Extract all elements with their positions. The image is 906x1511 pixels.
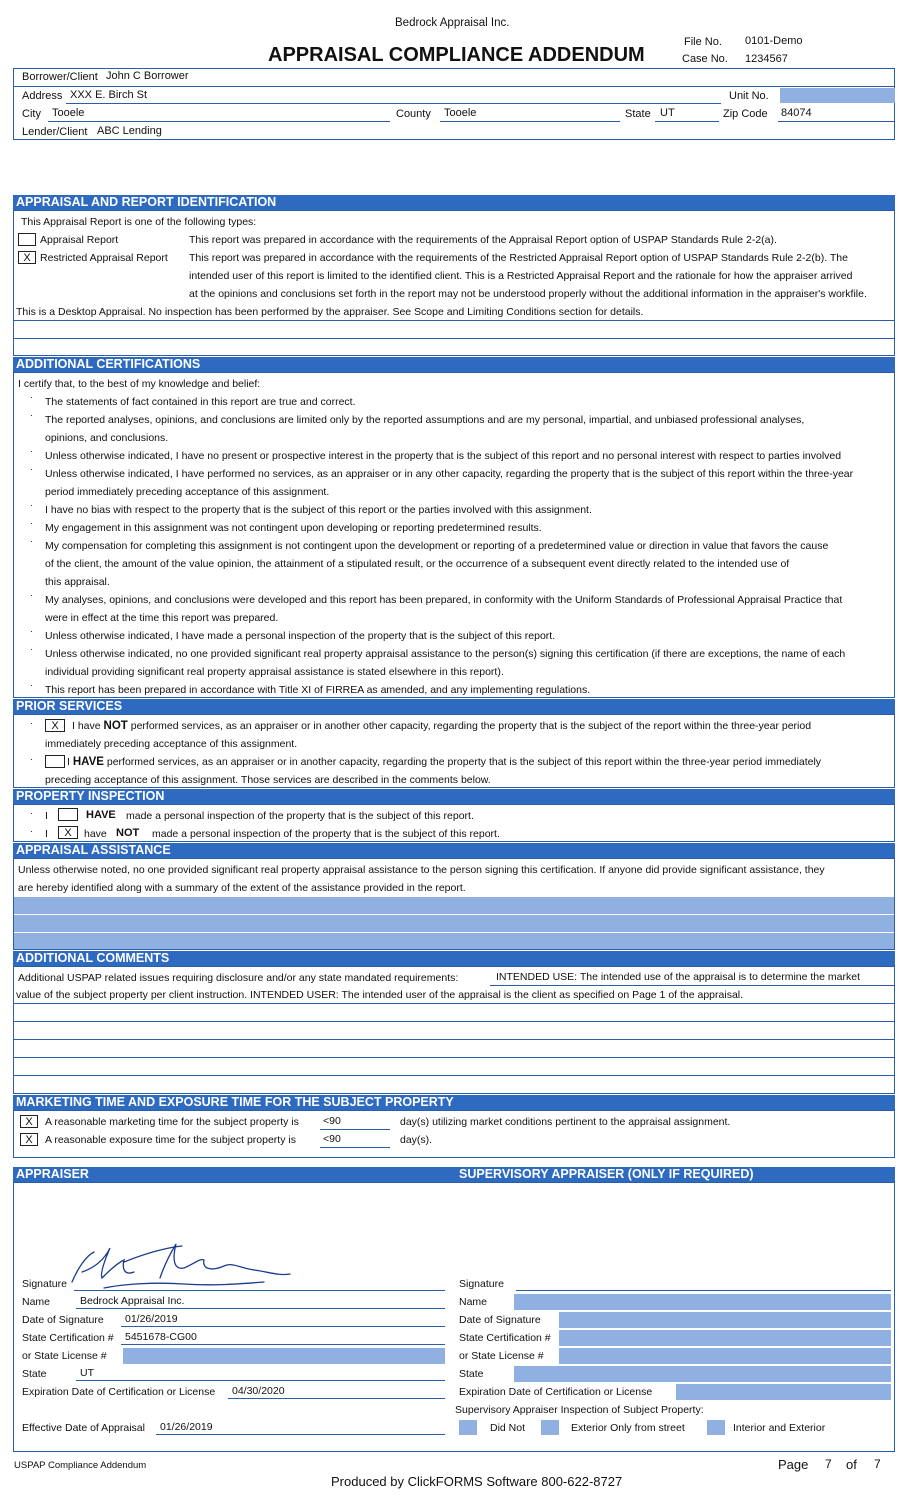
certification-line: My compensation for completing this assignment is not contingent upon the development or reporting of a predetermined value or direction in value that favors the cause xyxy=(45,540,829,552)
section-inspection: PROPERTY INSPECTION xyxy=(13,789,895,804)
supervisor-cert-field[interactable] xyxy=(559,1330,891,1346)
certification-line: My analyses, opinions, and conclusions were developed and this report has been prepared, in conformity with the Uniform Standards of Professional Appraisal Practice that xyxy=(45,594,843,606)
appraiser-effective-label: Effective Date of Appraisal xyxy=(22,1422,145,1434)
county-label: County xyxy=(396,108,431,120)
file-no-label: File No. xyxy=(684,36,722,48)
certification-line: The statements of fact contained in this report are true and correct. xyxy=(45,396,356,408)
appraiser-license-field[interactable] xyxy=(123,1348,445,1364)
city-field[interactable]: Tooele xyxy=(52,107,85,119)
bullet: · xyxy=(30,446,33,456)
certifications-intro: I certify that, to the best of my knowledge and belief: xyxy=(18,378,261,390)
section-comments: ADDITIONAL COMMENTS xyxy=(13,951,895,966)
inspection-have-checkbox[interactable] xyxy=(58,808,78,821)
bullet: · xyxy=(30,826,33,836)
divider xyxy=(13,1057,895,1058)
lender-field[interactable]: ABC Lending xyxy=(97,125,162,137)
bullet: · xyxy=(30,392,33,402)
borrower-field[interactable]: John C Borrower xyxy=(106,70,189,82)
section-marketing: MARKETING TIME AND EXPOSURE TIME FOR THE SUBJECT PROPERTY xyxy=(13,1095,895,1110)
comments-underline xyxy=(490,985,895,986)
bullet: · xyxy=(30,410,33,420)
unit-label: Unit No. xyxy=(729,90,769,102)
restricted-text-1: This report was prepared in accordance with the requirements of the Restricted Appraisal Report option of USPAP Standards Rule 2-2(b). The xyxy=(189,252,848,264)
appraiser-effective-underline xyxy=(156,1434,445,1435)
section-prior-services: PRIOR SERVICES xyxy=(13,699,895,714)
page-label: Page xyxy=(778,1457,809,1472)
marketing-underline xyxy=(320,1129,390,1130)
county-field[interactable]: Tooele xyxy=(444,107,477,119)
exposure-checkbox[interactable]: X xyxy=(20,1133,38,1146)
inspection-not-checkbox[interactable]: X xyxy=(58,826,78,839)
appraiser-date-label: Date of Signature xyxy=(22,1314,104,1326)
appraiser-signature-label: Signature xyxy=(22,1278,67,1290)
appraiser-expiration-field[interactable]: 04/30/2020 xyxy=(232,1385,285,1397)
exposure-underline xyxy=(320,1147,390,1148)
prior-have-pre: I xyxy=(67,756,73,768)
appraiser-state-label: State xyxy=(22,1368,47,1380)
bullet: · xyxy=(30,518,33,528)
appraisal-report-text: This report was prepared in accordance with the requirements of the Appraisal Report option of USPAP Standards Rule 2-2(a). xyxy=(189,234,777,246)
desktop-note[interactable]: This is a Desktop Appraisal. No inspection has been performed by the appraiser. See Scope and Limiting Conditions section for details. xyxy=(16,306,644,318)
supervisor-cert-label: State Certification # xyxy=(459,1332,551,1344)
appraiser-heading: APPRAISER xyxy=(16,1167,89,1181)
appraiser-cert-underline xyxy=(121,1344,445,1345)
assistance-text-2: are hereby identified along with a summary of the extent of the assistance provided in the report. xyxy=(18,882,466,894)
certification-line: Unless otherwise indicated, I have no present or prospective interest in the property that is the subject of this report and no personal interest with respect to parties involved xyxy=(45,450,842,462)
produced-by: Produced by ClickFORMS Software 800-622-8727 xyxy=(331,1474,623,1489)
company-name: Bedrock Appraisal Inc. xyxy=(395,17,510,29)
certification-line: were in effect at the time this report was prepared. xyxy=(45,612,279,624)
certification-line: this appraisal. xyxy=(45,576,110,588)
marketing-suffix: day(s) utilizing market conditions pertinent to the appraisal assignment. xyxy=(400,1116,731,1128)
appraiser-date-field[interactable]: 01/26/2019 xyxy=(125,1313,178,1325)
supervisor-state-label: State xyxy=(459,1368,484,1380)
comments-text-2[interactable]: value of the subject property per client instruction. INTENDED USER: The intended user of the appraisal is the client as specified on Page 1 of the appraisal. xyxy=(16,989,744,1001)
inspection-i: I xyxy=(45,828,48,840)
bullet: · xyxy=(30,626,33,636)
supervisor-license-field[interactable] xyxy=(559,1348,891,1364)
supervisor-state-field[interactable] xyxy=(514,1366,891,1382)
county-underline xyxy=(440,121,620,122)
inspection-not-text: made a personal inspection of the property that is the subject of this report. xyxy=(152,828,500,840)
divider xyxy=(13,320,895,321)
prior-have-checkbox[interactable] xyxy=(45,755,65,768)
inspection-have-word: have xyxy=(84,828,107,840)
appraiser-name-label: Name xyxy=(22,1296,51,1308)
prior-not-pre: I have xyxy=(72,720,104,732)
prior-not-checkbox[interactable]: X xyxy=(45,719,65,732)
exposure-value[interactable]: <90 xyxy=(323,1133,341,1145)
appraiser-expiration-underline xyxy=(228,1398,445,1399)
appraiser-state-field[interactable]: UT xyxy=(80,1367,94,1379)
exposure-suffix: day(s). xyxy=(400,1134,433,1146)
appraiser-cert-label: State Certification # xyxy=(22,1332,114,1344)
address-underline xyxy=(66,103,721,104)
assistance-field[interactable] xyxy=(14,915,894,932)
unit-field[interactable] xyxy=(780,88,895,103)
bullet: · xyxy=(30,680,33,690)
assistance-field[interactable] xyxy=(14,897,894,914)
supervisor-signature-label: Signature xyxy=(459,1278,504,1290)
certification-line: individual providing significant real property appraisal assistance is stated elsewhere in this report). xyxy=(45,666,504,678)
certification-line: Unless otherwise indicated, I have made a personal inspection of the property that is the subject of this report. xyxy=(45,630,556,642)
certification-line: My engagement in this assignment was not contingent upon developing or reporting predetermined results. xyxy=(45,522,542,534)
prior-have-bold: HAVE xyxy=(72,756,104,768)
certification-line: period immediately preceding acceptance of this assignment. xyxy=(45,486,330,498)
city-underline xyxy=(48,121,390,122)
page-number: 7 xyxy=(825,1457,832,1471)
prior-not-text-2: immediately preceding acceptance of this assignment. xyxy=(45,738,298,750)
appraiser-license-label: or State License # xyxy=(22,1350,107,1362)
supervisor-heading: SUPERVISORY APPRAISER (ONLY IF REQUIRED) xyxy=(459,1167,754,1181)
signature-image xyxy=(64,1238,294,1294)
section-certifications: ADDITIONAL CERTIFICATIONS xyxy=(13,357,895,372)
address-label: Address xyxy=(22,90,63,102)
assistance-text-1: Unless otherwise noted, no one provided significant real property appraisal assistance to the person signing this certification. If anyone did provide significant assistance, they xyxy=(18,864,825,876)
comments-text-1[interactable]: INTENDED USE: The intended use of the appraisal is to determine the market xyxy=(496,971,860,983)
prior-have-text-2: preceding acceptance of this assignment. Those services are described in the comments below. xyxy=(45,774,491,786)
bullet: · xyxy=(30,590,33,600)
appraiser-expiration-label: Expiration Date of Certification or License xyxy=(22,1386,216,1398)
supervisor-inspection-label: Supervisory Appraiser Inspection of Subject Property: xyxy=(455,1404,704,1416)
divider xyxy=(13,1075,895,1076)
zip-field[interactable]: 84074 xyxy=(781,107,812,119)
zip-label: Zip Code xyxy=(723,108,768,120)
restricted-report-checkbox[interactable]: X xyxy=(18,251,36,264)
divider xyxy=(13,1039,895,1040)
bullet: · xyxy=(30,718,33,728)
address-field[interactable]: XXX E. Birch St xyxy=(70,89,148,101)
supervisor-expiration-field[interactable] xyxy=(676,1384,891,1400)
certification-line: I have no bias with respect to the property that is the subject of this report or the parties involved with this assignment. xyxy=(45,504,592,516)
state-label: State xyxy=(625,108,651,120)
section-identification: APPRAISAL AND REPORT IDENTIFICATION xyxy=(13,195,895,210)
bullet: · xyxy=(30,536,33,546)
appraisal-report-label: Appraisal Report xyxy=(40,234,119,246)
bullet: · xyxy=(30,464,33,474)
did-not-label: Did Not xyxy=(490,1422,526,1434)
form-name: USPAP Compliance Addendum xyxy=(14,1460,147,1471)
identification-frame xyxy=(13,210,895,356)
certification-line: The reported analyses, opinions, and conclusions are limited only by the reported assumptions and are my personal, impartial, and unbiased professional analyses, xyxy=(45,414,805,426)
supervisor-license-label: or State License # xyxy=(459,1350,544,1362)
certification-line: Unless otherwise indicated, no one provided significant real property appraisal assistance to the person(s) signing this certification (if there are exceptions, the name of each xyxy=(45,648,846,660)
certification-line: This report has been prepared in accordance with Title XI of FIRREA as amended, and any implementing regulations. xyxy=(45,684,591,696)
certification-line: opinions, and conclusions. xyxy=(45,432,169,444)
appraisal-report-checkbox[interactable] xyxy=(18,233,36,246)
supervisor-name-field[interactable] xyxy=(514,1294,891,1310)
exterior-only-checkbox[interactable] xyxy=(541,1420,559,1435)
marketing-value[interactable]: <90 xyxy=(323,1115,341,1127)
exposure-label: A reasonable exposure time for the subject property is xyxy=(45,1134,296,1146)
appraiser-effective-field[interactable]: 01/26/2019 xyxy=(160,1421,213,1433)
of-label: of xyxy=(846,1457,857,1472)
file-no-value[interactable]: 0101-Demo xyxy=(745,35,803,47)
prior-not-text-1 xyxy=(72,720,811,732)
divider xyxy=(13,86,895,87)
supervisor-signature-line[interactable] xyxy=(516,1290,891,1291)
appraiser-signature-line[interactable] xyxy=(74,1290,445,1291)
divider xyxy=(13,1003,895,1004)
supervisor-name-label: Name xyxy=(459,1296,488,1308)
city-label: City xyxy=(22,108,41,120)
exterior-only-label: Exterior Only from street xyxy=(571,1422,685,1434)
appraiser-name-field[interactable]: Bedrock Appraisal Inc. xyxy=(80,1295,185,1307)
section-signatures xyxy=(13,1167,895,1182)
zip-underline xyxy=(778,121,895,122)
case-no-label: Case No. xyxy=(682,53,728,65)
certification-line: Unless otherwise indicated, I have performed no services, as an appraiser or in any other capacity, regarding the property that is the subject of this report within the three-year xyxy=(45,468,854,480)
page-title: APPRAISAL COMPLIANCE ADDENDUM xyxy=(268,44,645,66)
appraiser-cert-field[interactable]: 5451678-CG00 xyxy=(125,1331,197,1343)
inspection-have-text: made a personal inspection of the property that is the subject of this report. xyxy=(126,810,474,822)
identification-intro: This Appraisal Report is one of the following types: xyxy=(21,216,257,228)
assistance-field[interactable] xyxy=(14,933,894,949)
page-total: 7 xyxy=(874,1457,881,1471)
state-underline xyxy=(655,121,719,122)
inspection-not-bold: NOT xyxy=(116,827,140,839)
marketing-checkbox[interactable]: X xyxy=(20,1115,38,1128)
prior-have-rest: performed services, as an appraiser or in another capacity, regarding the property that is the subject of this report within the three-year period immediately xyxy=(103,756,822,768)
certification-line: of the client, the amount of the value opinion, the attainment of a stipulated result, or the occurrence of a subsequent event directly related to the intended use of xyxy=(45,558,790,570)
restricted-text-3: at the opinions and conclusions set forth in the report may not be understood properly without the additional information in the appraiser's workfile. xyxy=(189,288,867,300)
prior-not-rest: performed services, as an appraiser or in another other capacity, regarding the property that is the subject of the report within the three-year period xyxy=(127,720,812,732)
case-no-value[interactable]: 1234567 xyxy=(745,53,788,65)
prior-not-bold: NOT xyxy=(103,720,128,732)
inspection-have-bold: HAVE xyxy=(86,809,116,821)
prior-have-text-1 xyxy=(67,756,821,768)
supervisor-date-field[interactable] xyxy=(559,1312,891,1328)
bullet: · xyxy=(30,500,33,510)
restricted-text-2: intended user of this report is limited to the identified client. This is a Restricted Appraisal Report and the rationale for how the appraiser arrived xyxy=(189,270,853,282)
comments-label: Additional USPAP related issues requiring disclosure and/or any state mandated requirements: xyxy=(18,972,459,984)
restricted-report-label: Restricted Appraisal Report xyxy=(40,252,168,264)
did-not-checkbox[interactable] xyxy=(459,1420,477,1435)
borrower-label: Borrower/Client xyxy=(22,71,98,83)
lender-label: Lender/Client xyxy=(22,126,88,138)
inspection-i: I xyxy=(45,810,48,822)
divider xyxy=(13,338,895,339)
supervisor-date-label: Date of Signature xyxy=(459,1314,541,1326)
bullet: · xyxy=(30,644,33,654)
bullet: · xyxy=(30,808,33,818)
appraiser-date-underline xyxy=(121,1326,445,1327)
state-field[interactable]: UT xyxy=(660,107,675,119)
bullet: · xyxy=(30,754,33,764)
appraiser-name-underline xyxy=(76,1308,445,1309)
interior-exterior-label: Interior and Exterior xyxy=(733,1422,826,1434)
supervisor-expiration-label: Expiration Date of Certification or License xyxy=(459,1386,653,1398)
marketing-label: A reasonable marketing time for the subject property is xyxy=(45,1116,299,1128)
divider xyxy=(13,1021,895,1022)
appraiser-state-underline xyxy=(76,1380,445,1381)
section-assistance: APPRAISAL ASSISTANCE xyxy=(13,843,895,858)
interior-exterior-checkbox[interactable] xyxy=(707,1420,725,1435)
